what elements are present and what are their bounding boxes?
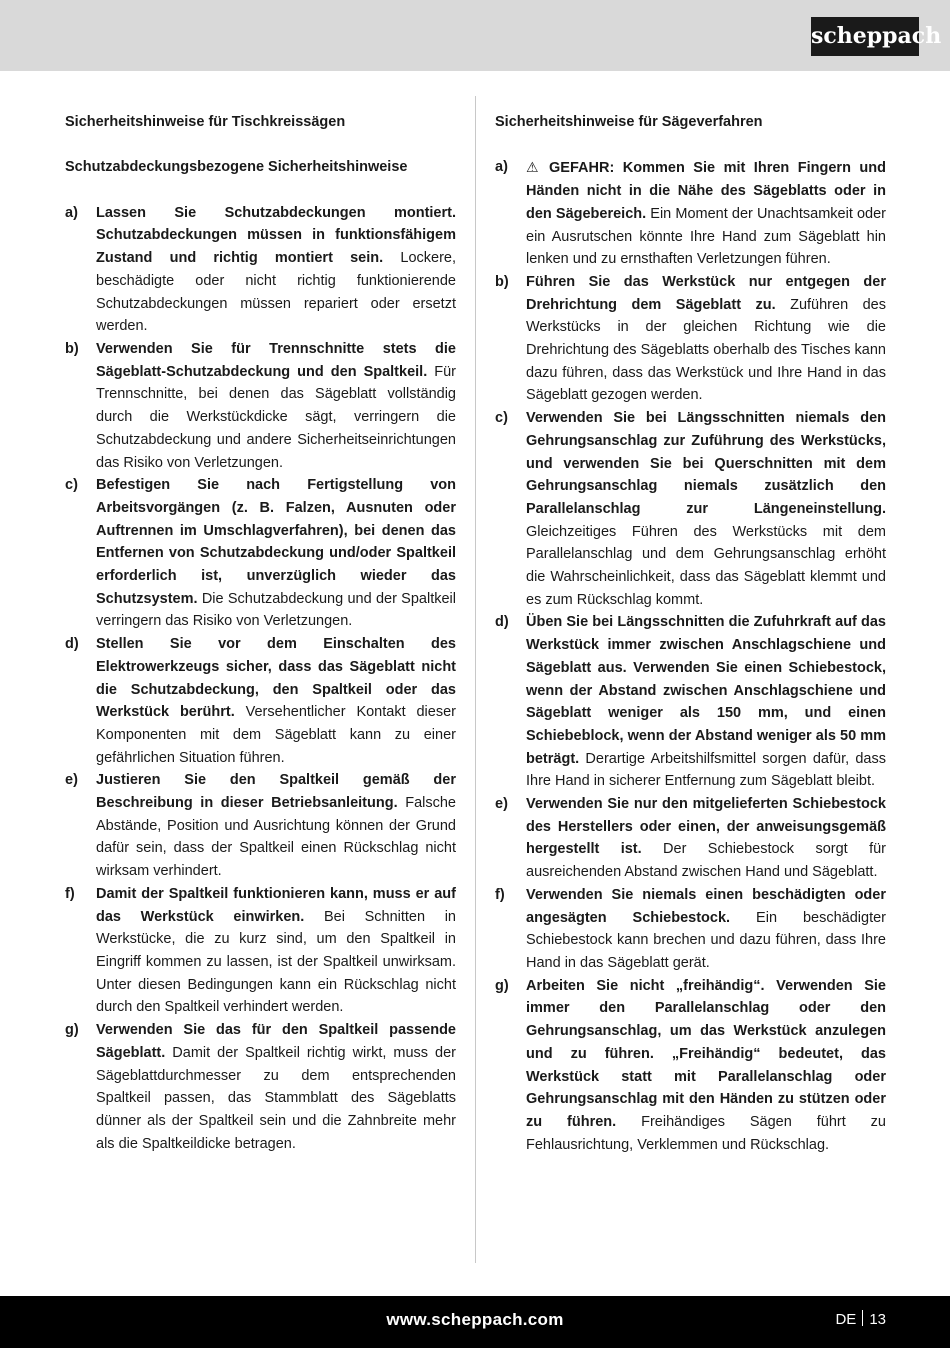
list-item <box>65 474 456 633</box>
item-letter: f) <box>65 885 75 902</box>
item-letter: e) <box>495 796 508 813</box>
list-item <box>65 633 456 769</box>
separator <box>862 1310 863 1326</box>
list-item <box>65 1019 456 1155</box>
language-code: DE <box>835 1311 857 1328</box>
item-text: Stellen Sie vor dem Einschalten des Elektrowerkzeugs sicher, dass das Sägeblatt nicht die Schutzabdeckung, den Spaltkeil oder das Werkstück berührt. Versehentlicher Kontakt dieser Komponenten mit dem Sägeblatt kann zu einer gefährlichen Situation führen. <box>96 636 456 766</box>
item-letter: a) <box>65 204 78 221</box>
item-text: Justieren Sie den Spaltkeil gemäß der Beschreibung in dieser Betriebsanleitung. Falsche Abstände, Position und Ausrichtung können der Grund dafür sein, dass der Spaltkeil einen Rückschlag nicht wirksam verhindert. <box>96 772 456 880</box>
item-text: Verwenden Sie niemals einen beschädigten oder angesägten Schiebestock. Ein beschädigter Schiebestock kann brechen und dazu führen, dass Ihre Hand in das Sägeblatt gerät. <box>526 886 887 971</box>
item-text: Arbeiten Sie nicht „freihändig“. Verwenden Sie immer den Parallelanschlag oder den Gehrungsanschlag, um das Werkstück anzulegen und zu führen. „Freihändig“ bedeutet, das Werkstück statt mit Parallelanschlag oder Gehrungsanschlag mit den Händen zu stützen oder zu führen. Freihändiges Sägen führt zu Fehlausrichtung, Verklemmen und Rückschlag. <box>526 977 886 1153</box>
page-number <box>835 1309 886 1331</box>
list-item <box>495 156 886 271</box>
list-item <box>495 611 886 793</box>
item-letter: c) <box>495 410 508 427</box>
item-letter: d) <box>65 636 79 653</box>
list-item <box>65 883 456 1019</box>
item-letter: g) <box>65 1022 79 1039</box>
list-item <box>495 975 886 1157</box>
list-item <box>495 271 886 407</box>
section-title: Sicherheitshinweise für Tischkreissägen <box>65 114 346 130</box>
page-number-value: 13 <box>869 1311 886 1328</box>
header-bar <box>0 0 950 71</box>
item-text: Üben Sie bei Längsschnitten die Zufuhrkraft auf das Werkstück immer zwischen Anschlagschiene und Sägeblatt aus. Verwenden Sie einen Schiebestock, wenn der Abstand zwischen Anschlagschiene und Sägeblatt weniger als 150 mm, und einen Schiebeblock, wenn der Abstand weniger als 50 mm beträgt. Derartige Arbeitshilfsmittel sorgen dafür, dass Ihre Hand in sicherer Entfernung zum Sägeblatt bleibt. <box>526 614 886 790</box>
website-link[interactable]: www.scheppach.com <box>386 1310 564 1329</box>
item-text: Verwenden Sie bei Längsschnitten niemals den Gehrungsanschlag zur Zuführung des Werkstücks, und verwenden Sie bei Querschnitten mit dem Gehrungsanschlag niemals zusätzlich den Parallelanschlag zur Längeneinstellung. Gleichzeitiges Führen des Werkstücks mit dem Parallelanschlag und dem Gehrungsanschlag erhöht die Wahrscheinlichkeit, dass das Sägeblatt klemmt und es zum Rückschlag kommt. <box>526 410 886 608</box>
item-text: Damit der Spaltkeil funktionieren kann, muss er auf das Werkstück einwirken. Bei Schnitten in Werkstücke, die zu kurz sind, um den Spaltkeil in Eingriff kommen zu lassen, ist der Spaltkeil unwirksam. Unter diesen Bedingungen kann ein Rückschlag nicht durch den Spaltkeil verhindert werden. <box>96 885 457 1016</box>
section-subtitle: Schutzabdeckungsbezogene Sicherheitshinweise <box>65 159 408 176</box>
item-letter: b) <box>495 273 509 290</box>
item-letter: g) <box>495 977 509 994</box>
item-letter: c) <box>65 477 78 494</box>
item-text: Verwenden Sie für Trennschnitte stets die Sägeblatt-Schutzabdeckung und den Spaltkeil. Für Trennschnitte, bei denen das Sägeblatt vollständig durch die Werkstückdicke sägt, verringern die Schutzabdeckung und andere Sicherheitseinrichtungen das Risiko von Verletzungen. <box>96 341 457 471</box>
scheppach-logo: scheppach <box>811 17 919 56</box>
item-text: Befestigen Sie nach Fertigstellung von Arbeitsvorgängen (z. B. Falzen, Ausnuten oder Auftrennen im Umschlagverfahren), bei denen das Entfernen von Schutzabdeckung und/oder Spaltkeil erforderlich ist, unverzüglich wieder das Schutzsystem. Die Schutzabdeckung und der Spaltkeil verringern das Risiko von Verletzungen. <box>96 477 456 630</box>
left-column <box>65 111 456 1155</box>
item-text: ⚠ GEFAHR: Kommen Sie mit Ihren Fingern und Händen nicht in die Nähe des Sägeblatts oder in den Sägebereich. Ein Moment der Unachtsamkeit oder ein Ausrutschen könnte Ihre Hand zum Sägeblatt hin lenken und zu ernsthaften Verletzungen führen. <box>526 159 886 268</box>
right-column <box>495 111 886 1156</box>
item-letter: f) <box>495 886 505 903</box>
list-item <box>65 202 456 338</box>
item-letter: d) <box>495 614 509 631</box>
footer-bar <box>0 1296 950 1348</box>
warning-triangle-icon: ⚠ <box>526 159 544 176</box>
list-item <box>495 884 886 975</box>
column-divider <box>475 96 476 1263</box>
item-letter: e) <box>65 772 78 789</box>
item-letter: b) <box>65 341 79 357</box>
item-letter: a) <box>495 159 508 176</box>
item-text: Verwenden Sie das für den Spaltkeil passende Sägeblatt. Damit der Spaltkeil richtig wirkt, muss der Sägeblattdurchmesser zu dem entsprechenden Spaltkeil passen, das Stammblatt des Sägeblatts dünner als der Spaltkeil sein und die Zahnbreite mehr als die Spaltkeildicke betragen. <box>96 1022 456 1152</box>
list-item <box>65 769 456 883</box>
list-item <box>495 793 886 884</box>
section-title: Sicherheitshinweise für Sägeverfahren <box>495 114 763 130</box>
item-text: Lassen Sie Schutzabdeckungen montiert. Schutzabdeckungen müssen in funktionsfähigem Zustand und richtig montiert sein. Lockere, beschädigte oder nicht richtig funktionierende Schutzabdeckungen müssen repariert oder ersetzt werden. <box>96 204 456 335</box>
item-text: Verwenden Sie nur den mitgelieferten Schiebestock des Herstellers oder einen, der anweisungsgemäß hergestellt ist. Der Schiebestock sorgt für ausreichenden Abstand zwischen Hand und Sägeblatt. <box>526 796 886 881</box>
list-item <box>65 338 456 474</box>
item-text: Führen Sie das Werkstück nur entgegen der Drehrichtung dem Sägeblatt zu. Zuführen des Werkstücks in der gleichen Richtung wie die Drehrichtung des Sägeblatts oberhalb des Tisches kann dazu führen, dass das Werkstück und Ihre Hand in das Sägeblatt gezogen werden. <box>526 273 886 404</box>
list-item <box>495 407 886 611</box>
